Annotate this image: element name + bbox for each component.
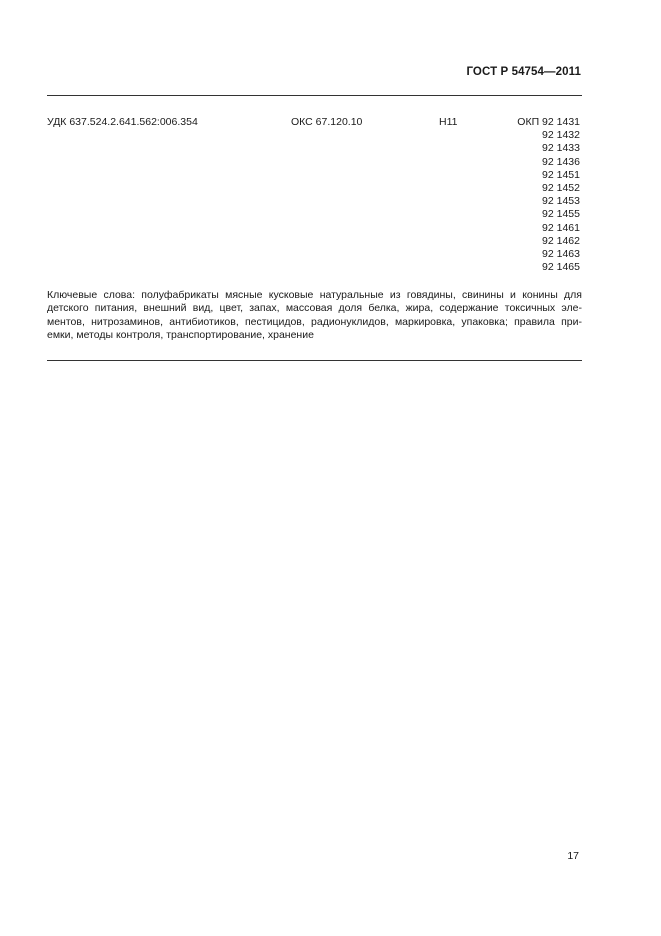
okp-code: 92 1451: [542, 168, 580, 181]
okp-code: 92 1433: [542, 142, 580, 155]
bottom-divider: [47, 360, 582, 361]
okp-codes-list: [517, 116, 580, 274]
group-code: Н11: [439, 116, 458, 128]
okp-code: 92 1461: [542, 221, 580, 234]
okp-code: 92 1453: [542, 195, 580, 208]
udc-code: УДК 637.524.2.641.562:006.354: [47, 116, 198, 128]
okp-code: ОКП 92 1431: [517, 116, 580, 128]
keywords-paragraph: [47, 289, 582, 343]
page-number: 17: [567, 850, 579, 862]
keywords-line: емки, методы контроля, транспортирование, хранение: [47, 329, 314, 342]
okp-code: 92 1463: [542, 247, 580, 260]
okp-code: 92 1465: [542, 261, 580, 274]
standard-number-header: ГОСТ Р 54754—2011: [466, 66, 581, 78]
okp-code: 92 1436: [542, 155, 580, 168]
keywords-line: детского питания, внешний вид, цвет, запах, массовая доля белка, жира, содержание токсичных эле-: [47, 302, 582, 315]
okp-code: 92 1452: [542, 181, 580, 194]
keywords-line: Ключевые слова: полуфабрикаты мясные кусковые натуральные из говядины, свинины и конины для: [47, 289, 582, 301]
okp-code: 92 1462: [542, 234, 580, 247]
keywords-line: ментов, нитрозаминов, антибиотиков, пестицидов, радионуклидов, маркировка, упаковка; правила при-: [47, 315, 582, 328]
oks-code: ОКС 67.120.10: [291, 116, 363, 128]
top-divider: [47, 95, 582, 96]
okp-code: 92 1432: [542, 129, 580, 142]
okp-code: 92 1455: [542, 208, 580, 221]
